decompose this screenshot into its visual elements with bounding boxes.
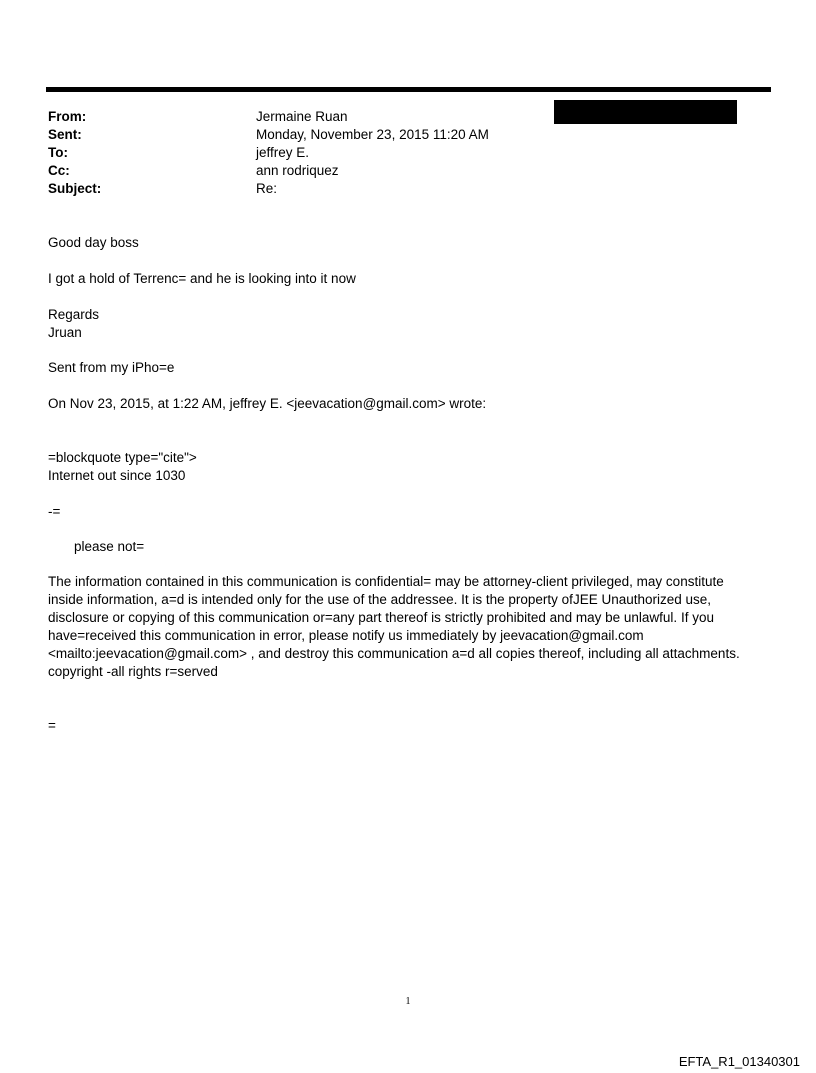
page-number: 1 xyxy=(405,996,411,1007)
cc-label: Cc: xyxy=(48,163,70,178)
email-header xyxy=(48,108,748,198)
from-name: Jermaine Ruan xyxy=(256,109,348,124)
to-label: To: xyxy=(48,145,68,160)
regards: Regards xyxy=(48,307,100,322)
sent-value: Monday, November 23, 2015 11:20 AM xyxy=(256,127,489,142)
subject-value: Re: xyxy=(256,181,278,196)
quoted-text: Internet out since 1030 xyxy=(48,468,186,483)
disclaimer-line: inside information, a=d is intended only for the use of the addressee. It is the property ofJEE Unauthorized use, xyxy=(48,592,712,607)
header-rule xyxy=(46,87,771,92)
quote-intro: On Nov 23, 2015, at 1:22 AM, jeffrey E. <jeevacation@gmail.com> wrote: xyxy=(48,396,487,411)
cc-row xyxy=(48,162,748,180)
sent-row xyxy=(48,126,748,144)
disclaimer-line: copyright -all rights r=served xyxy=(48,664,218,679)
subject-label: Subject: xyxy=(48,181,102,196)
disclaimer-line: <mailto:jeevacation@gmail.com> , and destroy this communication a=d all copies thereof, including all attachments. xyxy=(48,646,740,661)
disclaimer-line: The information contained in this communication is confidential= may be attorney-client privileged, may constitute xyxy=(48,574,724,589)
please-note: please not= xyxy=(74,539,145,554)
disclaimer-line: have=received this communication in error, please notify us immediately by jeevacation@gmail.com xyxy=(48,628,644,643)
subject-row xyxy=(48,180,748,198)
cc-value: ann rodriquez xyxy=(256,163,339,178)
signature: Jruan xyxy=(48,325,82,340)
blockquote-tag: =blockquote type="cite"> xyxy=(48,450,197,465)
disclaimer xyxy=(48,573,763,681)
sent-from: Sent from my iPho=e xyxy=(48,360,175,375)
from-row xyxy=(48,108,748,126)
document-id: EFTA_R1_01340301 xyxy=(678,1054,800,1069)
sent-label: Sent: xyxy=(48,127,82,142)
disclaimer-line: disclosure or copying of this communication or=any part thereof is strictly prohibited and may be unlawful. If you xyxy=(48,610,714,625)
body-line: I got a hold of Terrenc= and he is looking into it now xyxy=(48,271,356,286)
from-label: From: xyxy=(48,109,87,124)
redaction-block xyxy=(554,100,737,124)
greeting: Good day boss xyxy=(48,235,139,250)
to-row xyxy=(48,144,748,162)
separator: -= xyxy=(48,504,61,519)
trailing-mark: = xyxy=(48,718,56,733)
to-value: jeffrey E. xyxy=(256,145,310,160)
from-value xyxy=(256,108,348,126)
